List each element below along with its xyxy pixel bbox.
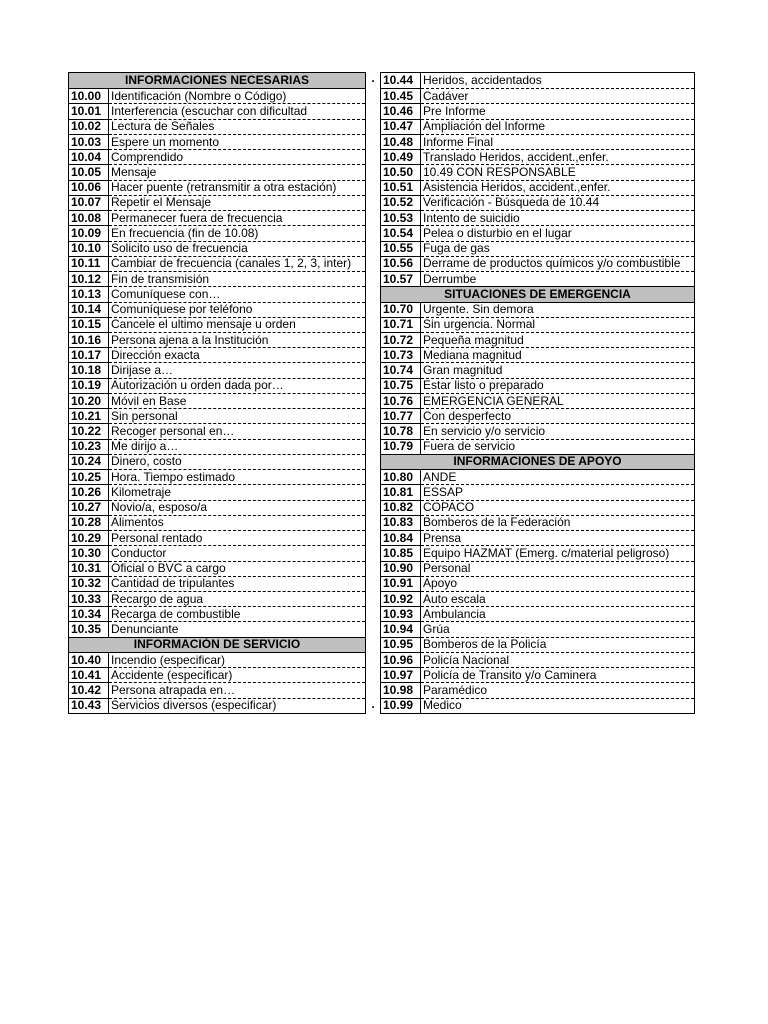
code-number: 10.23 (69, 439, 109, 454)
code-meaning: Recoger personal en… (109, 423, 365, 438)
code-meaning: Pelea o disturbio en el lugar (421, 225, 694, 240)
code-meaning: Intento de suicidio (421, 210, 694, 225)
code-number: 10.54 (381, 225, 421, 240)
code-number: 10.76 (381, 393, 421, 408)
code-number: 10.98 (381, 682, 421, 697)
code-row (69, 317, 365, 332)
code-row (381, 652, 694, 667)
code-row (69, 591, 365, 606)
code-row (69, 103, 365, 118)
code-row (69, 484, 365, 499)
code-row (69, 454, 365, 469)
code-meaning: Pre Informe (421, 103, 694, 118)
code-row (381, 545, 694, 560)
code-meaning: COPACO (421, 500, 694, 515)
code-meaning: Fin de transmisión (109, 271, 365, 286)
code-meaning: Servicios diversos (especificar) (109, 698, 365, 713)
code-row (381, 698, 694, 713)
code-row (381, 637, 694, 652)
code-number: 10.27 (69, 500, 109, 515)
code-number: 10.48 (381, 134, 421, 149)
code-number: 10.73 (381, 347, 421, 362)
code-number: 10.00 (69, 88, 109, 103)
code-row (381, 180, 694, 195)
code-number: 10.79 (381, 439, 421, 454)
code-number: 10.18 (69, 362, 109, 377)
code-number: 10.83 (381, 515, 421, 530)
code-row (69, 469, 365, 484)
code-number: 10.72 (381, 332, 421, 347)
code-row (381, 682, 694, 697)
code-row (381, 408, 694, 423)
code-meaning: Oficial o BVC a cargo (109, 561, 365, 576)
code-meaning: Solicito uso de frecuencia (109, 241, 365, 256)
code-row (69, 256, 365, 271)
code-meaning: Urgente. Sin demora (421, 302, 694, 317)
code-number: 10.05 (69, 164, 109, 179)
code-number: 10.84 (381, 530, 421, 545)
code-meaning: Lectura de Señales (109, 119, 365, 134)
code-number: 10.04 (69, 149, 109, 164)
code-number: 10.90 (381, 561, 421, 576)
code-meaning: Espere un momento (109, 134, 365, 149)
code-meaning: Autorización u orden dada por… (109, 378, 365, 393)
code-number: 10.75 (381, 378, 421, 393)
code-number: 10.53 (381, 210, 421, 225)
code-meaning: Sin personal (109, 408, 365, 423)
code-meaning: ESSAP (421, 484, 694, 499)
code-row (69, 362, 365, 377)
code-number: 10.29 (69, 530, 109, 545)
code-number: 10.13 (69, 286, 109, 301)
code-row (381, 500, 694, 515)
code-meaning: Prensa (421, 530, 694, 545)
code-row (69, 347, 365, 362)
code-row (381, 256, 694, 271)
code-meaning: Con desperfecto (421, 408, 694, 423)
code-meaning: Paramédico (421, 682, 694, 697)
code-number: 10.42 (69, 682, 109, 697)
code-number: 10.45 (381, 88, 421, 103)
code-number: 10.70 (381, 302, 421, 317)
code-meaning: Comuníquese por teléfono (109, 302, 365, 317)
code-meaning: Bomberos de la Policía (421, 637, 694, 652)
code-number: 10.77 (381, 408, 421, 423)
code-meaning: Persona atrapada en… (109, 682, 365, 697)
code-number: 10.31 (69, 561, 109, 576)
code-meaning: Auto escala (421, 591, 694, 606)
code-row (69, 682, 365, 697)
code-number: 10.95 (381, 637, 421, 652)
code-meaning: Móvil en Base (109, 393, 365, 408)
code-row (69, 195, 365, 210)
code-number: 10.06 (69, 180, 109, 195)
code-number: 10.28 (69, 515, 109, 530)
code-row (381, 149, 694, 164)
code-meaning: Dinero, costo (109, 454, 365, 469)
code-meaning: Ambulancia (421, 606, 694, 621)
code-row (381, 134, 694, 149)
code-row (381, 423, 694, 438)
code-meaning: Repetir el Mensaje (109, 195, 365, 210)
code-meaning: Denunciante (109, 621, 365, 636)
code-row (69, 515, 365, 530)
code-number: 10.93 (381, 606, 421, 621)
code-number: 10.26 (69, 484, 109, 499)
code-row (381, 317, 694, 332)
code-meaning: Informe Final (421, 134, 694, 149)
code-meaning: Mensaje (109, 164, 365, 179)
code-row (69, 423, 365, 438)
code-number: 10.57 (381, 271, 421, 286)
code-row (381, 362, 694, 377)
code-number: 10.20 (69, 393, 109, 408)
code-meaning: Grúa (421, 621, 694, 636)
code-meaning: 10.49 CON RESPONSABLE (421, 164, 694, 179)
code-row (69, 88, 365, 103)
code-number: 10.19 (69, 378, 109, 393)
code-number: 10.74 (381, 362, 421, 377)
code-meaning: Cadáver (421, 88, 694, 103)
code-row (69, 621, 365, 636)
code-number: 10.03 (69, 134, 109, 149)
code-number: 10.71 (381, 317, 421, 332)
code-number: 10.30 (69, 545, 109, 560)
code-meaning: Cantidad de tripulantes (109, 576, 365, 591)
code-number: 10.24 (69, 454, 109, 469)
code-row (381, 195, 694, 210)
code-row (69, 271, 365, 286)
code-row (381, 103, 694, 118)
code-number: 10.50 (381, 164, 421, 179)
code-meaning: Gran magnitud (421, 362, 694, 377)
code-number: 10.46 (381, 103, 421, 118)
code-meaning: Permanecer fuera de frecuencia (109, 210, 365, 225)
column-gap-mark-top: . (371, 71, 375, 85)
code-meaning: Dirección exacta (109, 347, 365, 362)
code-number: 10.44 (381, 73, 421, 88)
code-meaning: Cambiar de frecuencia (canales 1, 2, 3, inter) (109, 256, 365, 271)
code-row (69, 698, 365, 713)
code-meaning: Alimentos (109, 515, 365, 530)
code-row (381, 439, 694, 454)
code-row (381, 225, 694, 240)
code-row (381, 302, 694, 317)
code-row (69, 332, 365, 347)
code-meaning: Conductor (109, 545, 365, 560)
code-row (381, 73, 694, 88)
code-number: 10.94 (381, 621, 421, 636)
code-meaning: Verificación - Búsqueda de 10.44 (421, 195, 694, 210)
code-meaning: Kilometraje (109, 484, 365, 499)
code-row (381, 530, 694, 545)
code-row (69, 225, 365, 240)
code-row (381, 591, 694, 606)
section-heading: INFORMACIONES NECESARIAS (69, 73, 365, 88)
code-number: 10.25 (69, 469, 109, 484)
code-number: 10.51 (381, 180, 421, 195)
code-number: 10.92 (381, 591, 421, 606)
code-number: 10.99 (381, 698, 421, 713)
code-row (381, 561, 694, 576)
code-row (69, 606, 365, 621)
code-meaning: Policía de Transito y/o Caminera (421, 667, 694, 682)
code-meaning: Fuera de servicio (421, 439, 694, 454)
code-meaning: Comuníquese con… (109, 286, 365, 301)
code-number: 10.07 (69, 195, 109, 210)
code-row (69, 180, 365, 195)
code-meaning: Me dirijo a… (109, 439, 365, 454)
code-meaning: En servicio y/o servicio (421, 423, 694, 438)
code-row (381, 576, 694, 591)
code-number: 10.17 (69, 347, 109, 362)
code-meaning: Recargo de agua (109, 591, 365, 606)
code-number: 10.16 (69, 332, 109, 347)
code-row (381, 378, 694, 393)
code-row (69, 500, 365, 515)
code-number: 10.35 (69, 621, 109, 636)
code-meaning: Identificación (Nombre o Código) (109, 88, 365, 103)
code-number: 10.97 (381, 667, 421, 682)
code-row (69, 652, 365, 667)
code-number: 10.22 (69, 423, 109, 438)
code-number: 10.15 (69, 317, 109, 332)
code-row (69, 119, 365, 134)
code-row (69, 149, 365, 164)
code-number: 10.34 (69, 606, 109, 621)
code-number: 10.52 (381, 195, 421, 210)
code-meaning: Medico (421, 698, 694, 713)
code-number: 10.33 (69, 591, 109, 606)
code-meaning: Asistencia Heridos, accident.,enfer. (421, 180, 694, 195)
code-meaning: Hora. Tiempo estimado (109, 469, 365, 484)
code-number: 10.56 (381, 256, 421, 271)
code-meaning: Dirijase a… (109, 362, 365, 377)
code-meaning: Personal rentado (109, 530, 365, 545)
code-row (381, 347, 694, 362)
code-meaning: Translado Heridos, accident.,enfer. (421, 149, 694, 164)
code-row (69, 134, 365, 149)
code-row (69, 408, 365, 423)
code-meaning: En frecuencia (fin de 10.08) (109, 225, 365, 240)
code-number: 10.11 (69, 256, 109, 271)
code-row (381, 119, 694, 134)
code-row (69, 530, 365, 545)
code-number: 10.91 (381, 576, 421, 591)
code-meaning: Accidente (especificar) (109, 667, 365, 682)
code-number: 10.78 (381, 423, 421, 438)
code-row (69, 439, 365, 454)
code-row (381, 88, 694, 103)
code-meaning: Comprendido (109, 149, 365, 164)
code-number: 10.10 (69, 241, 109, 256)
code-row (69, 210, 365, 225)
code-number: 10.02 (69, 119, 109, 134)
code-meaning: Recarga de combustible (109, 606, 365, 621)
code-row (69, 393, 365, 408)
section-heading: SITUACIONES DE EMERGENCIA (381, 286, 694, 301)
code-number: 10.49 (381, 149, 421, 164)
code-number: 10.43 (69, 698, 109, 713)
code-row (381, 484, 694, 499)
code-row (381, 271, 694, 286)
section-heading: INFORMACIÓN DE SERVICIO (69, 637, 365, 652)
code-row (69, 302, 365, 317)
code-meaning: Personal (421, 561, 694, 576)
code-meaning: Cancele el ultimo mensaje u orden (109, 317, 365, 332)
code-meaning: Equipo HAZMAT (Emerg. c/material peligroso) (421, 545, 694, 560)
code-row (69, 576, 365, 591)
code-row (381, 469, 694, 484)
code-meaning: Bomberos de la Federación (421, 515, 694, 530)
code-row (69, 241, 365, 256)
code-meaning: ANDE (421, 469, 694, 484)
code-row (69, 378, 365, 393)
code-meaning: Hacer puente (retransmitir a otra estación) (109, 180, 365, 195)
code-meaning: Estar listo o preparado (421, 378, 694, 393)
code-number: 10.81 (381, 484, 421, 499)
code-meaning: Sin urgencia. Normal (421, 317, 694, 332)
code-meaning: Pequeña magnitud (421, 332, 694, 347)
right-code-table (380, 72, 695, 714)
code-row (381, 515, 694, 530)
code-meaning: Mediana magnitud (421, 347, 694, 362)
code-number: 10.80 (381, 469, 421, 484)
code-row (69, 286, 365, 301)
code-number: 10.55 (381, 241, 421, 256)
code-row (381, 332, 694, 347)
code-row (381, 606, 694, 621)
code-meaning: Derrumbe (421, 271, 694, 286)
code-number: 10.01 (69, 103, 109, 118)
code-number: 10.12 (69, 271, 109, 286)
code-meaning: Apoyo (421, 576, 694, 591)
code-number: 10.85 (381, 545, 421, 560)
code-number: 10.96 (381, 652, 421, 667)
section-heading: INFORMACIONES DE APOYO (381, 454, 694, 469)
code-meaning: Persona ajena a la Institución (109, 332, 365, 347)
code-row (69, 545, 365, 560)
code-meaning: Derrame de productos químicos y/o combustible (421, 256, 694, 271)
code-meaning: Interferencia (escuchar con dificultad (109, 103, 365, 118)
code-meaning: Novio/a, esposo/a (109, 500, 365, 515)
code-row (381, 393, 694, 408)
code-meaning: Heridos, accidentados (423, 73, 542, 88)
code-row (381, 241, 694, 256)
code-meaning: Incendio (especificar) (109, 652, 365, 667)
code-meaning: Fuga de gas (421, 241, 694, 256)
code-number: 10.09 (69, 225, 109, 240)
code-number: 10.21 (69, 408, 109, 423)
code-row (381, 667, 694, 682)
column-gap-mark-bottom: . (371, 697, 375, 711)
code-row (381, 621, 694, 636)
code-row (381, 164, 694, 179)
code-number: 10.47 (381, 119, 421, 134)
code-number: 10.32 (69, 576, 109, 591)
code-meaning: EMERGENCIA GENERAL (421, 393, 694, 408)
code-row (69, 164, 365, 179)
code-row (69, 667, 365, 682)
code-number: 10.40 (69, 652, 109, 667)
code-number: 10.82 (381, 500, 421, 515)
code-meaning: Ampliación del Informe (421, 119, 694, 134)
code-number: 10.41 (69, 667, 109, 682)
code-row (69, 561, 365, 576)
code-meaning: Policía Nacional (421, 652, 694, 667)
code-number: 10.08 (69, 210, 109, 225)
code-number: 10.14 (69, 302, 109, 317)
left-code-table (68, 72, 366, 714)
code-row (381, 210, 694, 225)
